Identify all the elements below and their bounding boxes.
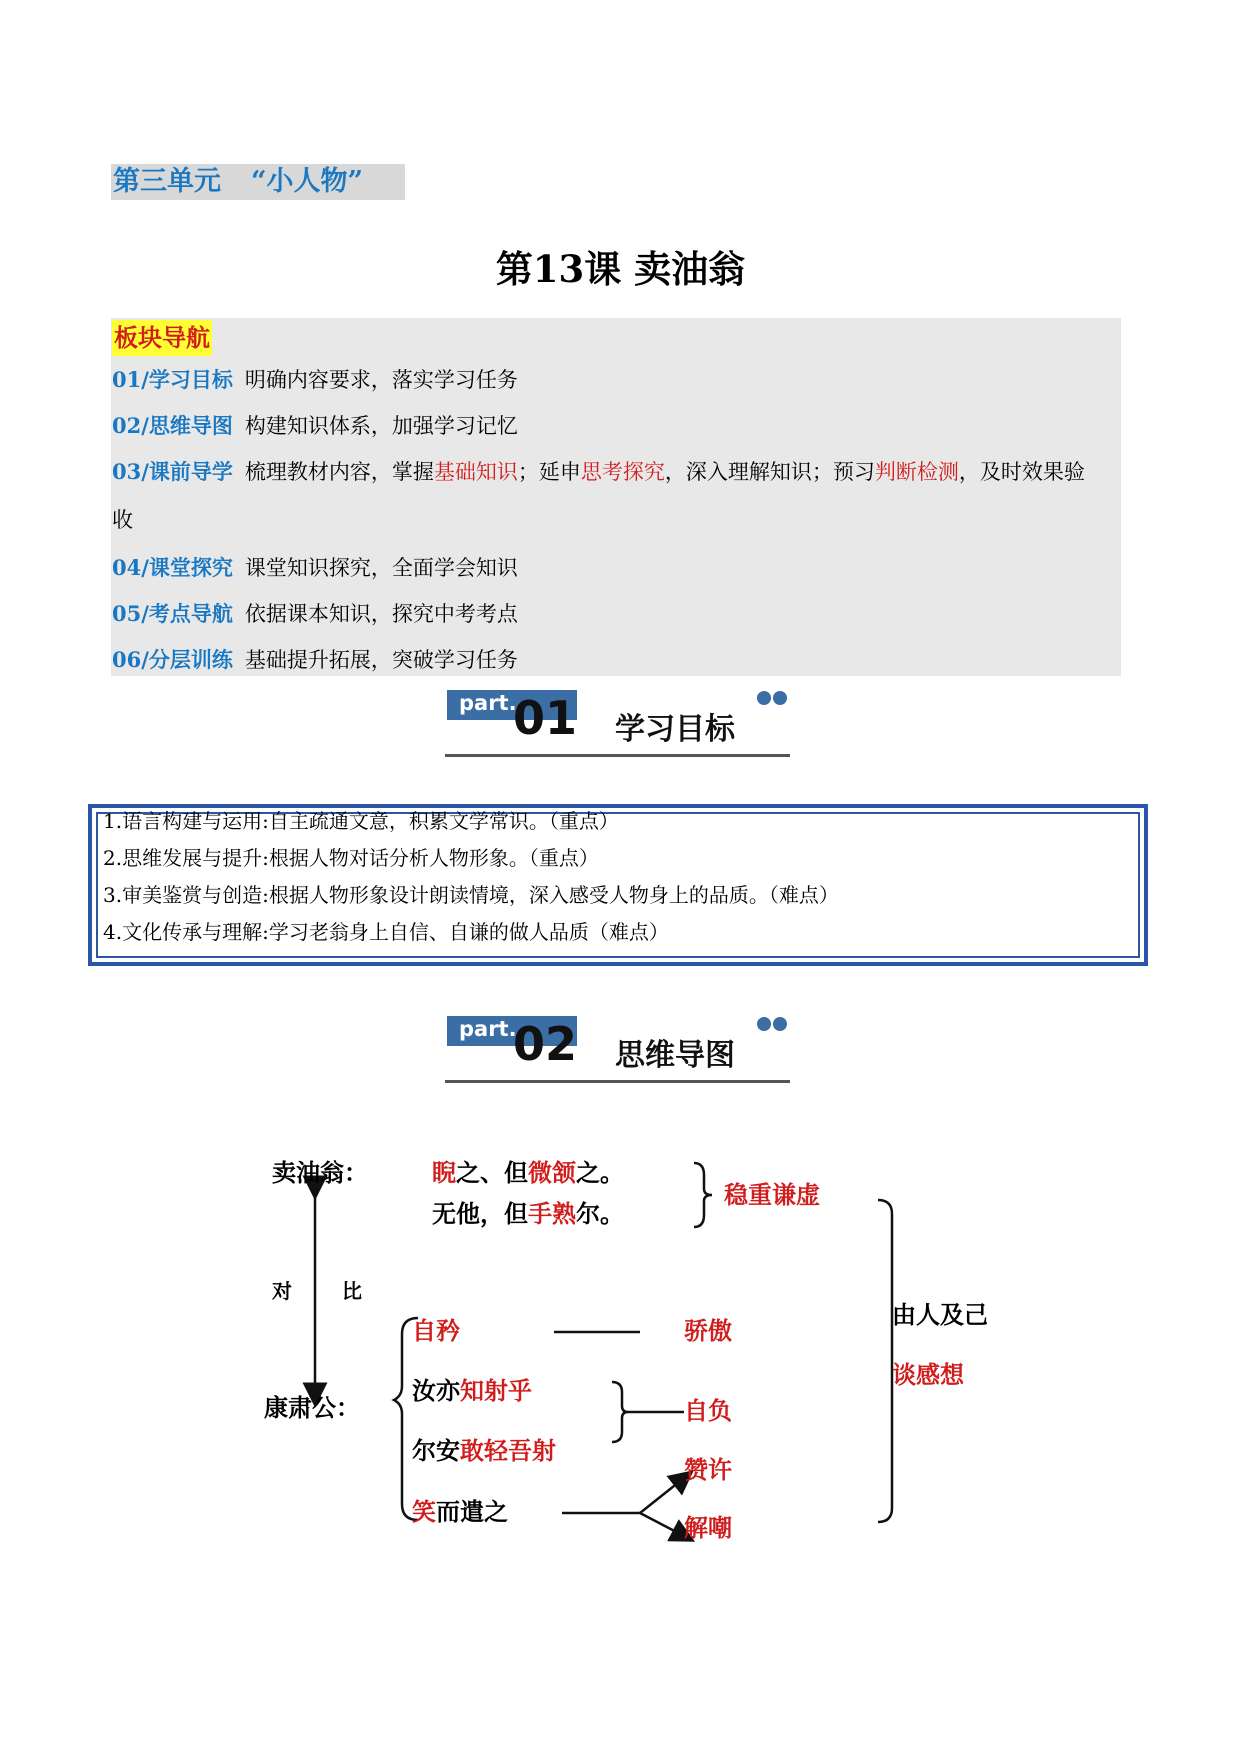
nav-item-text: 明确内容要求，落实学习任务 <box>244 368 518 392</box>
mindmap-text: 之、但 <box>456 1159 528 1187</box>
nav-item-number: 06/分层训练 <box>112 647 233 672</box>
part-number: 02 <box>513 1017 578 1071</box>
mindmap-text: 汝亦 <box>412 1377 460 1405</box>
objective-item: 4.文化传承与理解:学习老翁身上自信、自谦的做人品质（难点） <box>103 920 669 944</box>
part-title: 思维导图 <box>615 1038 735 1073</box>
nav-item-text: ，深入理解知识；预习 <box>664 460 875 484</box>
part-number: 01 <box>513 691 578 745</box>
part-tag-text: part. <box>459 1017 517 1041</box>
mindmap-zijin: 自矜 <box>412 1317 460 1345</box>
nav-highlight-explore: 思考探究 <box>580 460 665 484</box>
mindmap-jiechao: 解嘲 <box>684 1514 732 1542</box>
nav-item-number: 03/课前导学 <box>112 459 233 484</box>
part-title: 学习目标 <box>615 712 735 747</box>
unit-label: 第三单元 <box>113 166 221 197</box>
mindmap-red-text: 知射乎 <box>460 1377 532 1405</box>
mindmap-text: 尔安 <box>412 1437 460 1465</box>
mindmap-line-6 <box>412 1497 508 1527</box>
mindmap-line-2 <box>432 1199 624 1229</box>
brace-zifu <box>612 1382 628 1442</box>
mindmap-tanganxiang: 谈感想 <box>892 1361 964 1389</box>
mindmap-dui: 对 <box>272 1279 292 1303</box>
mindmap-text: 尔。 <box>576 1200 624 1228</box>
mindmap-red-text: 笑 <box>412 1498 436 1526</box>
objective-item: 1.语言构建与运用:自主疏通文意，积累文学常识。（重点） <box>103 809 619 833</box>
objective-item: 3.审美鉴赏与创造:根据人物形象设计朗读情境，深入感受人物身上的品质。（难点） <box>103 883 839 907</box>
mindmap-jiaoao: 骄傲 <box>684 1317 732 1345</box>
brace-left <box>394 1318 418 1520</box>
nav-item-03-wrap: 收 <box>112 508 133 532</box>
nav-item-text: 课堂知识探究，全面学会知识 <box>244 556 518 580</box>
nav-item-text: ，及时效果验 <box>958 460 1085 484</box>
nav-highlight-check: 判断检测 <box>874 460 959 484</box>
mindmap-red-text: 睨 <box>432 1159 456 1187</box>
nav-item-text: 构建知识体系，加强学习记忆 <box>244 414 518 438</box>
mindmap-wenzhong: 稳重谦虚 <box>724 1181 820 1209</box>
mindmap-bi: 比 <box>342 1279 362 1303</box>
mindmap-zifu: 自负 <box>684 1397 732 1425</box>
mindmap-line-4 <box>412 1376 532 1406</box>
mindmap-text: 而遣之 <box>436 1498 508 1526</box>
bracket-right <box>878 1200 892 1522</box>
mindmap-maiyouweng: 卖油翁： <box>272 1159 368 1187</box>
nav-item-text: 基础提升拓展，突破学习任务 <box>244 648 518 672</box>
part-tag-text: part. <box>459 691 517 715</box>
lesson-title: 第13课 卖油翁 <box>495 247 746 291</box>
mindmap-line-5 <box>412 1436 556 1466</box>
brace-top <box>694 1163 712 1227</box>
mindmap-text: 无他，但 <box>432 1200 528 1228</box>
mindmap-red-text: 手熟 <box>528 1200 576 1228</box>
mindmap-zanxu: 赞许 <box>684 1456 732 1484</box>
unit-theme: “小人物” <box>251 166 364 197</box>
nav-item-number: 01/学习目标 <box>112 367 233 392</box>
mindmap-line-1 <box>432 1158 624 1188</box>
nav-item-text: 依据课本知识，探究中考考点 <box>244 602 518 626</box>
nav-item-number: 04/课堂探究 <box>112 555 233 580</box>
mindmap-kangsugong: 康肃公： <box>264 1394 360 1422</box>
nav-item-text: 梳理教材内容，掌握 <box>244 460 434 484</box>
nav-item-number: 02/思维导图 <box>112 413 233 438</box>
nav-highlight-basic: 基础知识 <box>433 460 518 484</box>
mindmap-yourenjiji: 由人及己 <box>892 1301 988 1329</box>
objective-item: 2.思维发展与提升:根据人物对话分析人物形象。（重点） <box>103 846 599 870</box>
mindmap-red-text: 微颔 <box>528 1159 576 1187</box>
nav-heading: 板块导航 <box>112 320 212 356</box>
mindmap-text: 之。 <box>576 1159 624 1187</box>
mindmap-red-text: 敢轻吾射 <box>460 1437 556 1465</box>
nav-item-number: 05/考点导航 <box>112 601 233 626</box>
nav-item-text: ；延申 <box>517 460 581 484</box>
